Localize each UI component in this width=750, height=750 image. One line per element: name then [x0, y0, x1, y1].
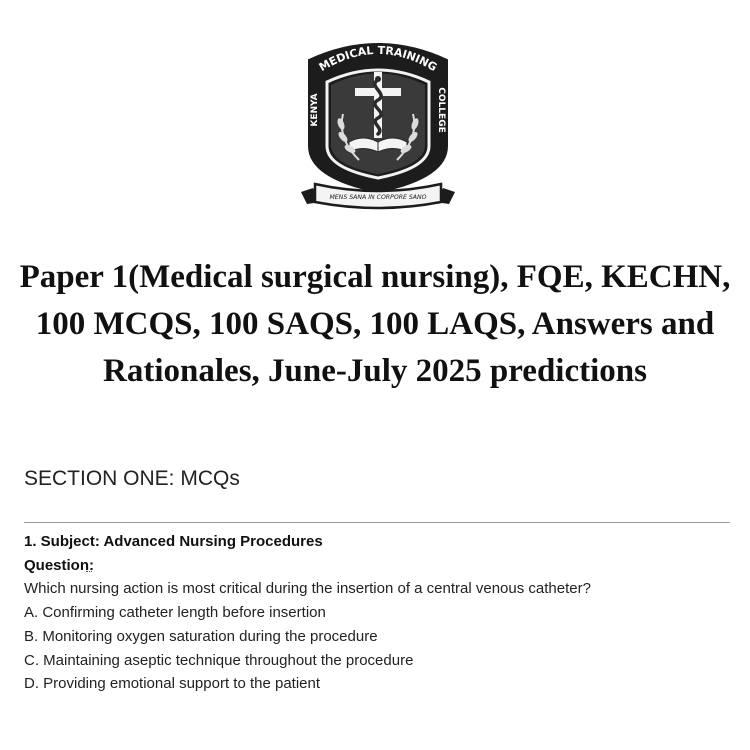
section-heading: SECTION ONE: MCQs — [24, 467, 240, 490]
answer-option-c: C. Maintaining aseptic technique throughout the procedure — [24, 651, 414, 669]
college-crest-emblem — [297, 42, 459, 212]
answer-option-d: D. Providing emotional support to the patient — [24, 675, 321, 693]
question-subject: 1. Subject: Advanced Nursing Procedures — [24, 533, 323, 550]
college-logo — [297, 42, 459, 212]
spellcheck-mark — [86, 569, 92, 572]
logo-left-text: KENYA — [310, 93, 320, 127]
question-label — [24, 554, 730, 578]
question-block — [24, 530, 730, 696]
document-title: Paper 1(Medical surgical nursing), FQE, KECHN, 100 MCQS, 100 SAQS, 100 LAQS, Answers and Rationales, June-July 2025 predictions — [19, 259, 731, 389]
answer-option-a: A. Confirming catheter length before insertion — [24, 604, 326, 622]
question-text: Which nursing action is most critical during the insertion of a central venous catheter? — [24, 580, 591, 598]
answer-option-b: B. Monitoring oxygen saturation during the procedure — [24, 627, 378, 645]
section-divider — [24, 522, 730, 523]
logo-right-text: COLLEGE — [436, 87, 446, 133]
question-label-text: Question: — [24, 556, 94, 574]
logo-motto: MENS SANA IN CORPORE SANO — [329, 194, 427, 201]
logo-top-text: MEDICAL TRAINING — [316, 43, 440, 75]
